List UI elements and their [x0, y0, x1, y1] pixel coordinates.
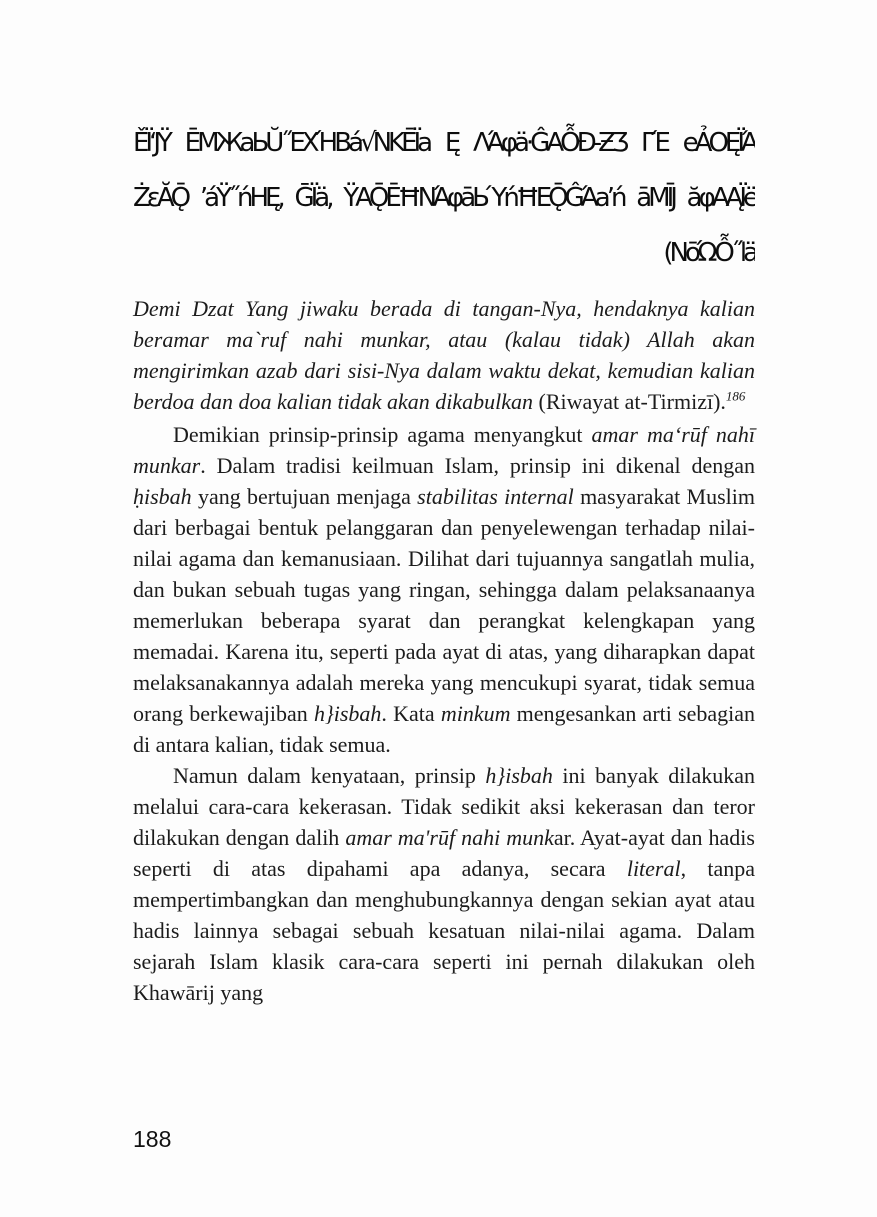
- arabic-hadith-block: [133, 116, 755, 281]
- page-number: 188: [133, 1126, 172, 1152]
- text-segment: ar. Ayat-ayat dan hadis seperti di atas dipahami apa adanya, secara: [133, 825, 755, 881]
- text-segment: mengesankan arti sebagian di antara kalian, tidak semua.: [133, 701, 756, 757]
- body-paragraph-1: [133, 419, 755, 760]
- hadith-translation-quote: [133, 293, 755, 417]
- text-segment: minkum: [440, 701, 511, 726]
- text-segment: ḥisbah: [133, 484, 192, 509]
- text-segment: literal: [626, 856, 681, 881]
- arabic-hadith-line-3: (NōΏỖ˝lä: [663, 238, 755, 268]
- text-segment: yang bertujuan menjaga: [191, 484, 418, 509]
- text-segment: Demi Dzat Yang jiwaku berada di tangan-Nya, hendaknya kalian beramar ma`ruf nahi munkar, atau (kalau tidak) Allah akan mengirimkan azab dari sisi-Nya dalam waktu dekat, kemudian kalian berdoa dan doa kalian tidak akan dikabulkan: [133, 296, 755, 414]
- text-segment: . Kata: [381, 701, 441, 726]
- text-segment: , tanpa mempertimbangkan dan menghubungkannya dengan sekian ayat atau hadis lainnya sebagai sebuah kesatuan nilai-nilai agama. Dalam sejarah Islam klasik cara-cara seperti ini pernah dilakukan oleh Khawārij yang: [133, 856, 755, 1005]
- text-segment: ini banyak dilakukan melalui cara-cara kekerasan. Tidak sedikit aksi kekerasan dan teror dilakukan dengan dalih: [133, 763, 755, 850]
- text-column: [133, 116, 755, 1008]
- text-segment: . Dalam tradisi keilmuan Islam, prinsip ini dikenal dengan: [200, 453, 755, 478]
- text-segment: h}isbah: [313, 701, 382, 726]
- text-segment: masyarakat Muslim dari berbagai bentuk pelanggaran dan penyelewengan terhadap nilai-nilai agama dan kemanusiaan. Dilihat dari tujuannya sangatlah mulia, dan bukan sebuah tugas yang ringan, sehingga dalam pelaksanaanya memerlukan beberapa syarat dan perangkat kelengkapan yang memadai. Karena itu, seperti pada ayat di atas, yang diharapkan dapat melaksanakannya adalah mereka yang mencukupi syarat, tidak semua orang berkewajiban: [133, 484, 755, 726]
- text-segment: (Riwayat at-Tirmizī).: [538, 389, 726, 414]
- footnote-reference: 186: [725, 388, 746, 404]
- text-segment: stabilitas internal: [417, 484, 574, 509]
- text-segment: h}isbah: [485, 763, 553, 788]
- text-segment: amar maʻrūf nahī munkar: [133, 422, 756, 478]
- text-segment: amar ma'rūf nahi munk: [345, 825, 554, 850]
- text-segment: Demikian prinsip-prinsip agama menyangkut: [173, 422, 592, 447]
- text-segment: Namun dalam kenyataan, prinsip: [173, 763, 486, 788]
- arabic-hadith-line-1: ĚΪ‘JŸ ĒΜЖaЬŬ˝ЕΧΉВá√ΝΚĒΪa Ę ΛΆφä·ĜΑỖĐ-ƵƷ ΓΈ еẢΟĘΪΆ: [133, 128, 755, 158]
- arabic-hadith-line-2: ŻεĂǬ ’áŸ˝ńНĘ, ḠΪä, ŸΑǬĒĦΝΆφāЬΎńĦΕǬĜΆa’ń āΜĪJ ăφΑĄΪë: [133, 183, 755, 213]
- body-paragraph-2: [133, 760, 755, 1008]
